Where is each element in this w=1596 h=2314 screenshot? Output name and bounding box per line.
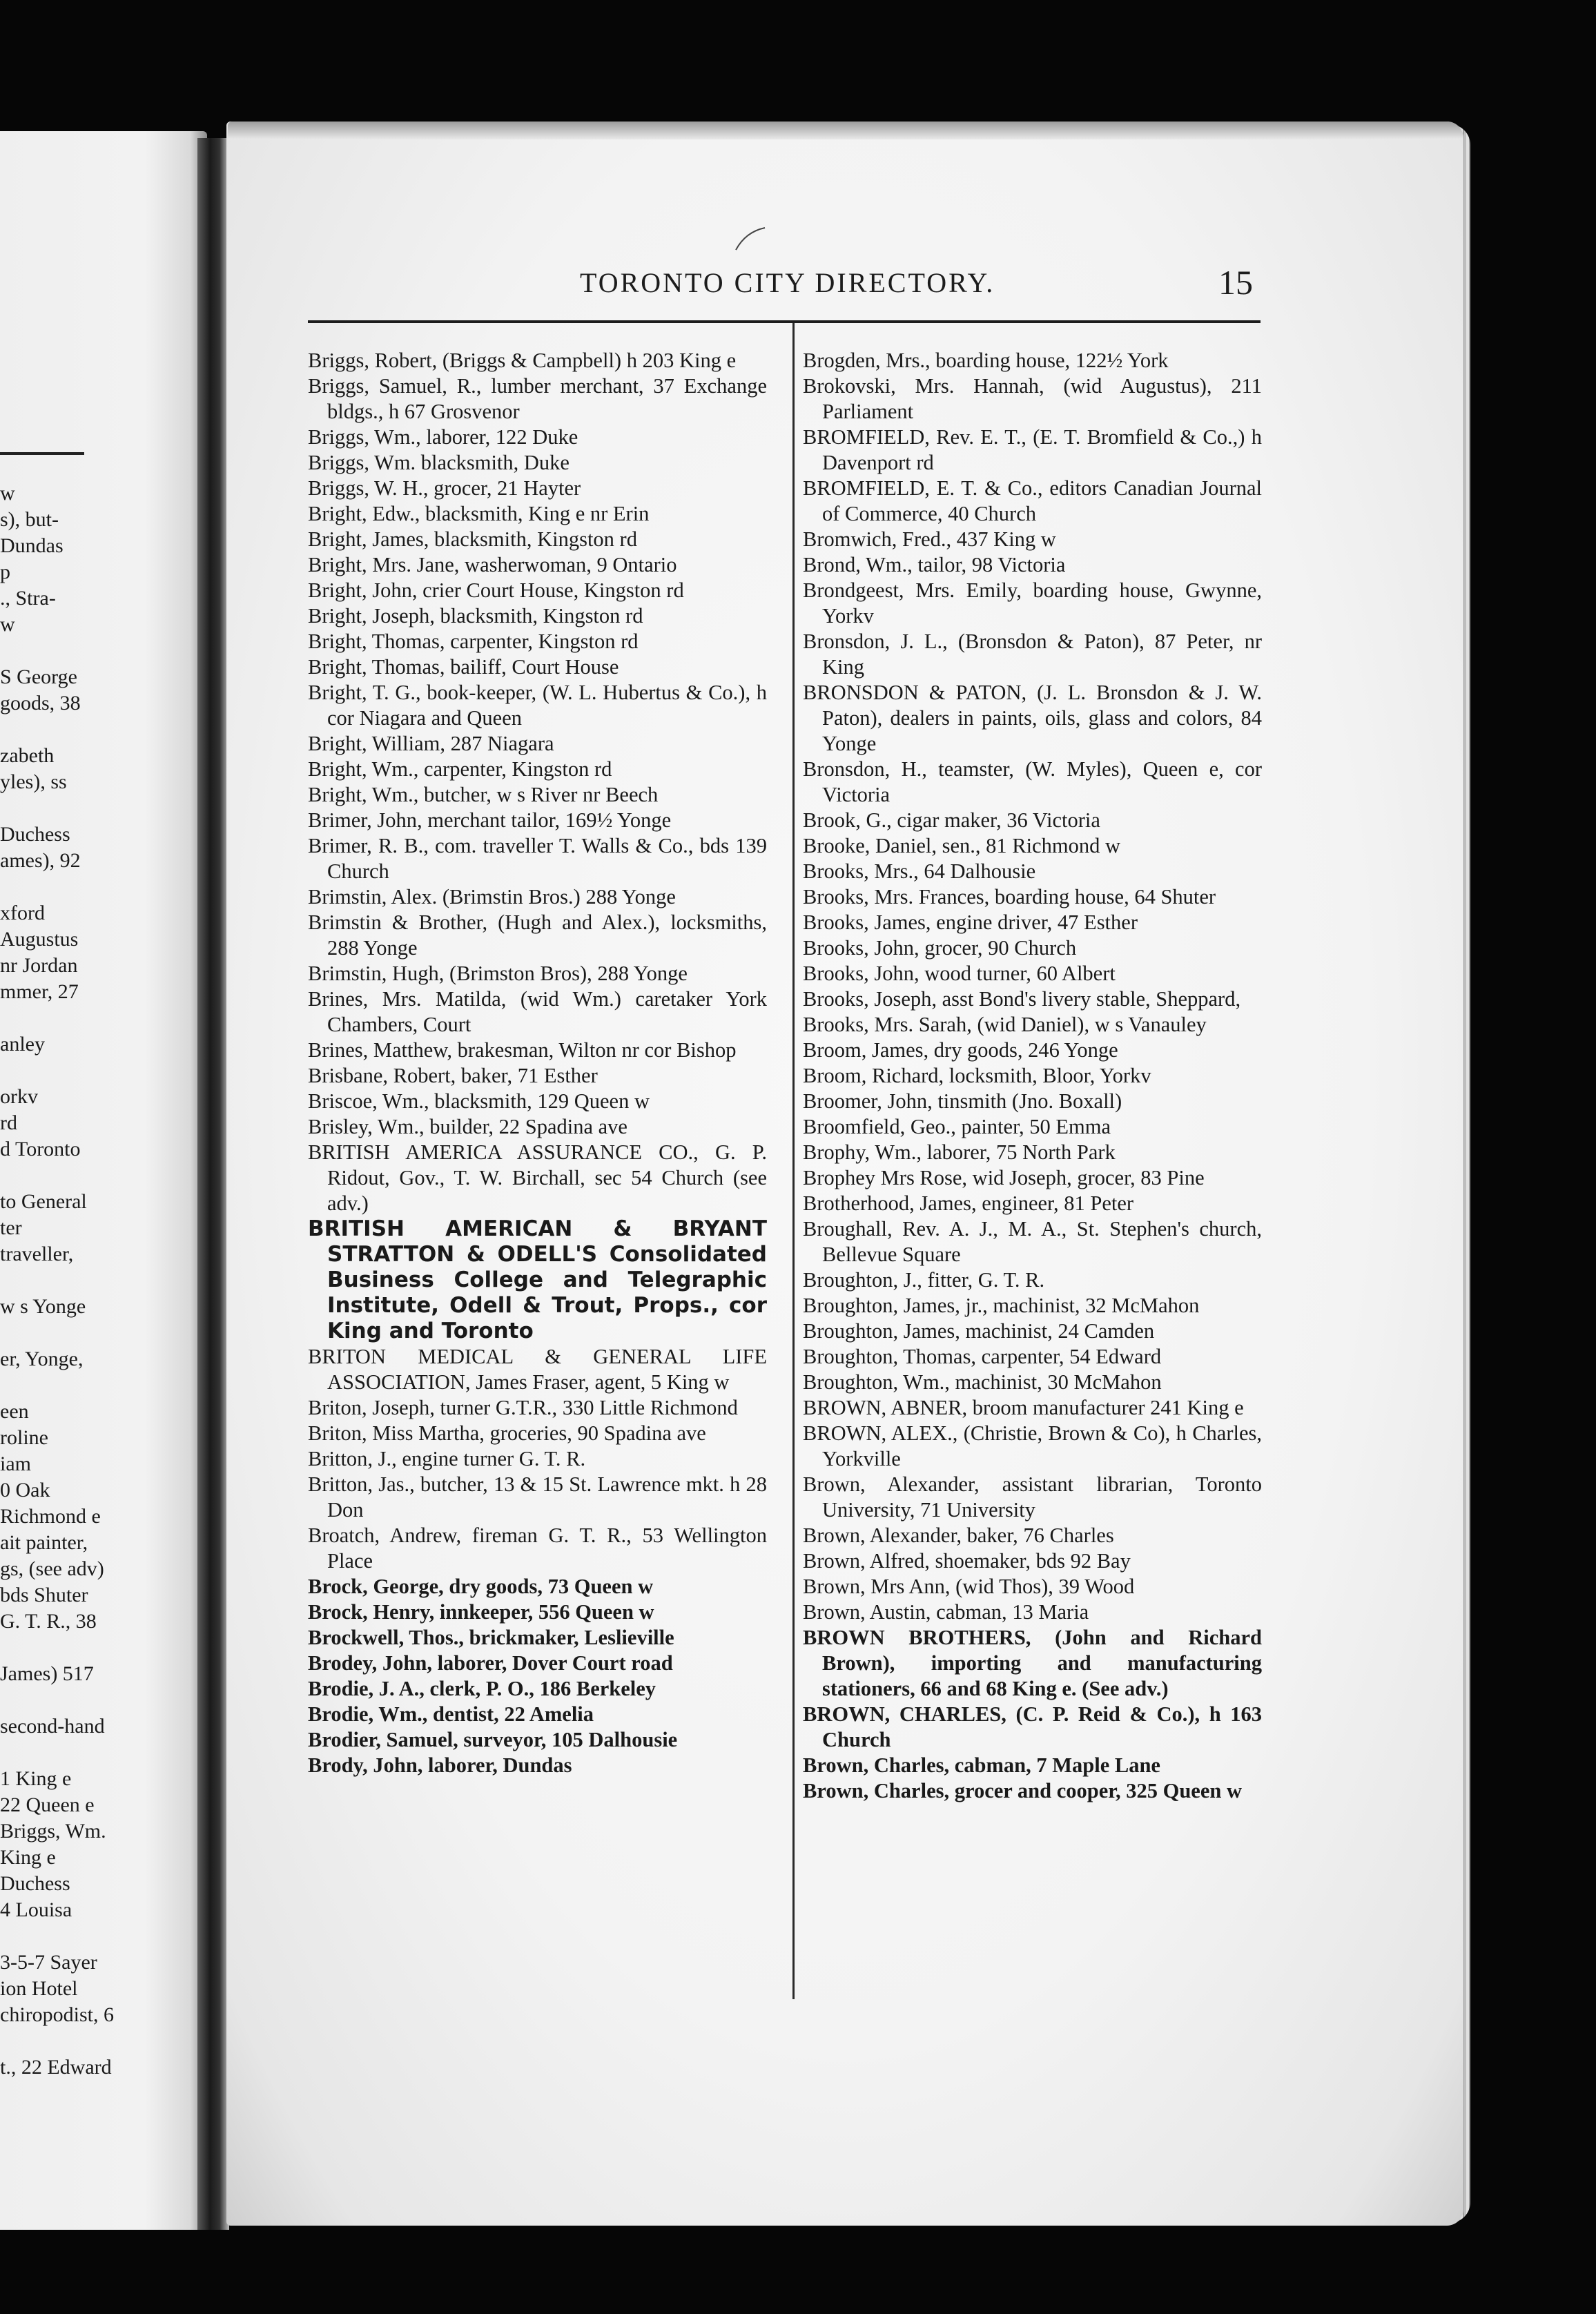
directory-entry: BROMFIELD, Rev. E. T., (E. T. Bromfield & Co.,) h Davenport rd: [803, 425, 1262, 474]
directory-entry: BRITISH AMERICA ASSURANCE CO., G. P. Ridout, Gov., T. W. Birchall, sec 54 Church (see adv.): [308, 1140, 767, 1215]
directory-entry: Brown, Charles, cabman, 7 Maple Lane: [803, 1753, 1160, 1777]
directory-entry: Broughton, Wm., machinist, 30 McMahon: [803, 1370, 1162, 1394]
directory-entry: Brockwell, Thos., brickmaker, Leslieville: [308, 1626, 674, 1649]
left-page-fragment: Dundas: [0, 534, 64, 557]
directory-entry: Brisley, Wm., builder, 22 Spadina ave: [308, 1115, 627, 1138]
left-page-fragment: traveller,: [0, 1243, 74, 1265]
directory-entry: Britton, J., engine turner G. T. R.: [308, 1447, 586, 1470]
directory-entry: Bright, John, crier Court House, Kingston rd: [308, 578, 684, 602]
left-page-fragment: second-hand: [0, 1715, 105, 1738]
left-page-fragment: Augustus: [0, 928, 79, 951]
directory-entry: Brimstin, Alex. (Brimstin Bros.) 288 Yonge: [308, 885, 676, 908]
directory-entry: Bright, Wm., carpenter, Kingston rd: [308, 757, 612, 781]
left-page-fragment: mmer, 27: [0, 980, 79, 1003]
directory-entry: Brooks, John, grocer, 90 Church: [803, 936, 1077, 960]
pen-mark-icon: [733, 225, 768, 253]
directory-entry: Brodie, Wm., dentist, 22 Amelia: [308, 1702, 594, 1726]
directory-entry: Brines, Matthew, brakesman, Wilton nr cor Bishop: [308, 1038, 737, 1062]
directory-entry: Brock, Henry, innkeeper, 556 Queen w: [308, 1600, 654, 1624]
directory-entry: Brimer, R. B., com. traveller T. Walls & Co., bds 139 Church: [308, 834, 767, 883]
left-page-fragment: chiropodist, 6: [0, 2003, 114, 2026]
left-page-fragment: yles), ss: [0, 770, 67, 793]
directory-entry: Britton, Jas., butcher, 13 & 15 St. Lawrence mkt. h 28 Don: [308, 1472, 767, 1521]
left-page-rule: [0, 452, 84, 455]
directory-entry: Brond, Wm., tailor, 98 Victoria: [803, 553, 1066, 576]
directory-entry: Briggs, Samuel, R., lumber merchant, 37 Exchange bldgs., h 67 Grosvenor: [308, 374, 767, 423]
column-divider: [792, 323, 795, 1999]
left-page-fragment: ter: [0, 1216, 22, 1239]
left-page-fragment: nr Jordan: [0, 954, 78, 977]
left-page-fragment: anley: [0, 1033, 45, 1056]
left-page-fragment: James) 517: [0, 1662, 94, 1685]
page-top-shadow: [228, 121, 1463, 139]
directory-entry: Brimstin, Hugh, (Brimston Bros), 288 Yonge: [308, 962, 688, 985]
left-page-fragment: t., 22 Edward: [0, 2056, 112, 2079]
directory-entry: Brisbane, Robert, baker, 71 Esther: [308, 1064, 598, 1087]
left-page-fragment: S George: [0, 665, 77, 688]
left-page-fragment: goods, 38: [0, 692, 81, 714]
directory-entry: Brondgeest, Mrs. Emily, boarding house, Gwynne, Yorkv: [803, 578, 1262, 628]
left-page: [0, 131, 207, 2230]
directory-entry: BRONSDON & PATON, (J. L. Bronsdon & J. W. Paton), dealers in paints, oils, glass and colors, 84 Yonge: [803, 681, 1262, 755]
left-page-fragment: orkv: [0, 1085, 38, 1108]
left-page-fragment: zabeth: [0, 744, 55, 767]
directory-entry: Brown, Charles, grocer and cooper, 325 Queen w: [803, 1779, 1242, 1802]
directory-entry: Brody, John, laborer, Dundas: [308, 1753, 572, 1777]
left-page-fragment: ., Stra-: [0, 587, 56, 610]
directory-entry: Brook, G., cigar maker, 36 Victoria: [803, 808, 1100, 832]
directory-entry: Briscoe, Wm., blacksmith, 129 Queen w: [308, 1089, 650, 1113]
left-page-fragment: ames), 92: [0, 849, 81, 872]
directory-entry: Briggs, Wm., laborer, 122 Duke: [308, 425, 578, 449]
left-page-fragment: d Toronto: [0, 1138, 81, 1160]
directory-entry: Bromwich, Fred., 437 King w: [803, 527, 1056, 551]
directory-entry: Broom, James, dry goods, 246 Yonge: [803, 1038, 1118, 1062]
directory-entry: Brooks, Joseph, asst Bond's livery stable, Sheppard,: [803, 987, 1241, 1011]
directory-entry: BROWN BROTHERS, (John and Richard Brown), importing and manufacturing stationers, 66 and 68 King e. (See adv.): [803, 1626, 1262, 1700]
directory-entry: Brophy, Wm., laborer, 75 North Park: [803, 1140, 1116, 1164]
directory-entry: BROWN, CHARLES, (C. P. Reid & Co.), h 163 Church: [803, 1702, 1262, 1751]
directory-entry: Brooks, John, wood turner, 60 Albert: [803, 962, 1116, 985]
left-page-fragment: 0 Oak: [0, 1479, 50, 1501]
directory-entry: Broughton, Thomas, carpenter, 54 Edward: [803, 1345, 1162, 1368]
left-page-fragment: King e: [0, 1846, 56, 1869]
directory-entry: Bright, Thomas, bailiff, Court House: [308, 655, 619, 679]
header-rule: [308, 320, 1261, 323]
left-page-fragment: G. T. R., 38: [0, 1610, 97, 1633]
directory-entry: Briton, Miss Martha, groceries, 90 Spadina ave: [308, 1421, 706, 1445]
directory-entry: Brophey Mrs Rose, wid Joseph, grocer, 83 Pine: [803, 1166, 1205, 1189]
directory-entry: Brooks, Mrs. Sarah, (wid Daniel), w s Vanauley: [803, 1013, 1207, 1036]
directory-entry: Brown, Alexander, assistant librarian, Toronto University, 71 University: [803, 1472, 1262, 1521]
right-column: [803, 348, 1262, 1804]
left-column: [308, 348, 767, 1778]
directory-entry: Brimer, John, merchant tailor, 169½ Yonge: [308, 808, 672, 832]
directory-entry: BROWN, ALEX., (Christie, Brown & Co), h Charles, Yorkville: [803, 1421, 1262, 1470]
directory-entry: Brown, Alexander, baker, 76 Charles: [803, 1524, 1114, 1547]
left-page-fragment: roline: [0, 1426, 48, 1449]
directory-entry: Bright, Edw., blacksmith, King e nr Erin: [308, 502, 650, 525]
directory-entry: Brooks, James, engine driver, 47 Esther: [803, 911, 1138, 934]
directory-entry: Brown, Austin, cabman, 13 Maria: [803, 1600, 1089, 1624]
directory-entry: Briggs, W. H., grocer, 21 Hayter: [308, 476, 581, 500]
directory-entry: Briton, Joseph, turner G.T.R., 330 Little Richmond: [308, 1396, 738, 1419]
directory-entry: Broughton, J., fitter, G. T. R.: [803, 1268, 1045, 1292]
directory-entry: Brokovski, Mrs. Hannah, (wid Augustus), 211 Parliament: [803, 374, 1262, 423]
left-page-fragment: xford: [0, 902, 45, 924]
directory-entry: Brown, Alfred, shoemaker, bds 92 Bay: [803, 1549, 1131, 1573]
directory-entry: Bright, James, blacksmith, Kingston rd: [308, 527, 637, 551]
directory-entry: Bronsdon, H., teamster, (W. Myles), Queen e, cor Victoria: [803, 757, 1262, 806]
left-page-fragment: een: [0, 1400, 29, 1423]
directory-entry: Brimstin & Brother, (Hugh and Alex.), locksmiths, 288 Yonge: [308, 911, 767, 960]
directory-entry: Brooks, Mrs. Frances, boarding house, 64 Shuter: [803, 885, 1216, 908]
left-page-fragment: 4 Louisa: [0, 1898, 72, 1921]
directory-entry: Bright, Mrs. Jane, washerwoman, 9 Ontario: [308, 553, 677, 576]
page-title: TORONTO CITY DIRECTORY.: [580, 267, 995, 298]
left-page-fragment: Briggs, Wm.: [0, 1820, 106, 1843]
directory-entry: Broomer, John, tinsmith (Jno. Boxall): [803, 1089, 1122, 1113]
directory-entry: Brooks, Mrs., 64 Dalhousie: [803, 859, 1036, 883]
left-page-fragment: Duchess: [0, 823, 70, 846]
directory-entry: Briggs, Robert, (Briggs & Campbell) h 203 King e: [308, 349, 737, 372]
left-page-fragment: Richmond e: [0, 1505, 101, 1528]
directory-entry: Broughton, James, jr., machinist, 32 McMahon: [803, 1294, 1200, 1317]
left-page-fragment: bds Shuter: [0, 1584, 88, 1606]
directory-entry: Bright, Joseph, blacksmith, Kingston rd: [308, 604, 643, 628]
directory-entry: Brooke, Daniel, sen., 81 Richmond w: [803, 834, 1120, 857]
directory-entry: Briggs, Wm. blacksmith, Duke: [308, 451, 570, 474]
book-gutter: [197, 138, 229, 2230]
left-page-fragment: p: [0, 561, 10, 583]
directory-entry: Broughton, James, machinist, 24 Camden: [803, 1319, 1155, 1343]
directory-entry: Brodier, Samuel, surveyor, 105 Dalhousie: [308, 1728, 678, 1751]
left-page-fragment: rd: [0, 1111, 17, 1134]
directory-entry: Broatch, Andrew, fireman G. T. R., 53 Wellington Place: [308, 1524, 767, 1573]
directory-entry: Broughall, Rev. A. J., M. A., St. Stephen's church, Bellevue Square: [803, 1217, 1262, 1266]
left-page-fragment: 3-5-7 Sayer: [0, 1951, 97, 1974]
left-page-fragment: to General: [0, 1190, 87, 1213]
directory-entry: Brines, Mrs. Matilda, (wid Wm.) caretaker York Chambers, Court: [308, 987, 767, 1036]
directory-entry: Brotherhood, James, engineer, 81 Peter: [803, 1192, 1134, 1215]
left-page-fragment: 1 King e: [0, 1767, 72, 1790]
directory-entry: BROMFIELD, E. T. & Co., editors Canadian Journal of Commerce, 40 Church: [803, 476, 1262, 525]
directory-entry: Brown, Mrs Ann, (wid Thos), 39 Wood: [803, 1575, 1135, 1598]
directory-entry: Broom, Richard, locksmith, Bloor, Yorkv: [803, 1064, 1151, 1087]
directory-entry: Brodey, John, laborer, Dover Court road: [308, 1651, 673, 1675]
directory-entry: Bright, William, 287 Niagara: [308, 732, 554, 755]
directory-entry: BROWN, ABNER, broom manufacturer 241 King e: [803, 1396, 1244, 1419]
directory-entry: Broomfield, Geo., painter, 50 Emma: [803, 1115, 1111, 1138]
left-page-fragment: ait painter,: [0, 1531, 88, 1554]
directory-entry: Brock, George, dry goods, 73 Queen w: [308, 1575, 654, 1598]
page-number: 15: [1218, 263, 1253, 302]
left-page-fragment: w: [0, 613, 15, 636]
left-page-fragment: gs, (see adv): [0, 1557, 104, 1580]
directory-entry: BRITON MEDICAL & GENERAL LIFE ASSOCIATION, James Fraser, agent, 5 King w: [308, 1345, 767, 1394]
directory-entry: Bright, Wm., butcher, w s River nr Beech: [308, 783, 659, 806]
left-page-fragment: Duchess: [0, 1872, 70, 1895]
left-page-fragment: ion Hotel: [0, 1977, 78, 2000]
left-page-fragment: er, Yonge,: [0, 1348, 84, 1370]
directory-entry: Bright, T. G., book-keeper, (W. L. Hubertus & Co.), h cor Niagara and Queen: [308, 681, 767, 730]
directory-entry: Brodie, J. A., clerk, P. O., 186 Berkeley: [308, 1677, 656, 1700]
left-page-fragment: 22 Queen e: [0, 1793, 95, 1816]
directory-entry: BRITISH AMERICAN & BRYANT STRATTON & ODELL'S Consolidated Business College and Telegraphic Institute, Odell & Trout, Props., cor King and Toronto: [308, 1216, 767, 1343]
left-page-fragment: w: [0, 482, 15, 505]
left-page-fragment: w s Yonge: [0, 1295, 86, 1318]
left-page-fragment: iam: [0, 1452, 31, 1475]
left-page-fragment: s), but-: [0, 508, 59, 531]
directory-entry: Brogden, Mrs., boarding house, 122½ York: [803, 349, 1169, 372]
directory-entry: Bright, Thomas, carpenter, Kingston rd: [308, 630, 639, 653]
directory-entry: Bronsdon, J. L., (Bronsdon & Paton), 87 Peter, nr King: [803, 630, 1262, 679]
